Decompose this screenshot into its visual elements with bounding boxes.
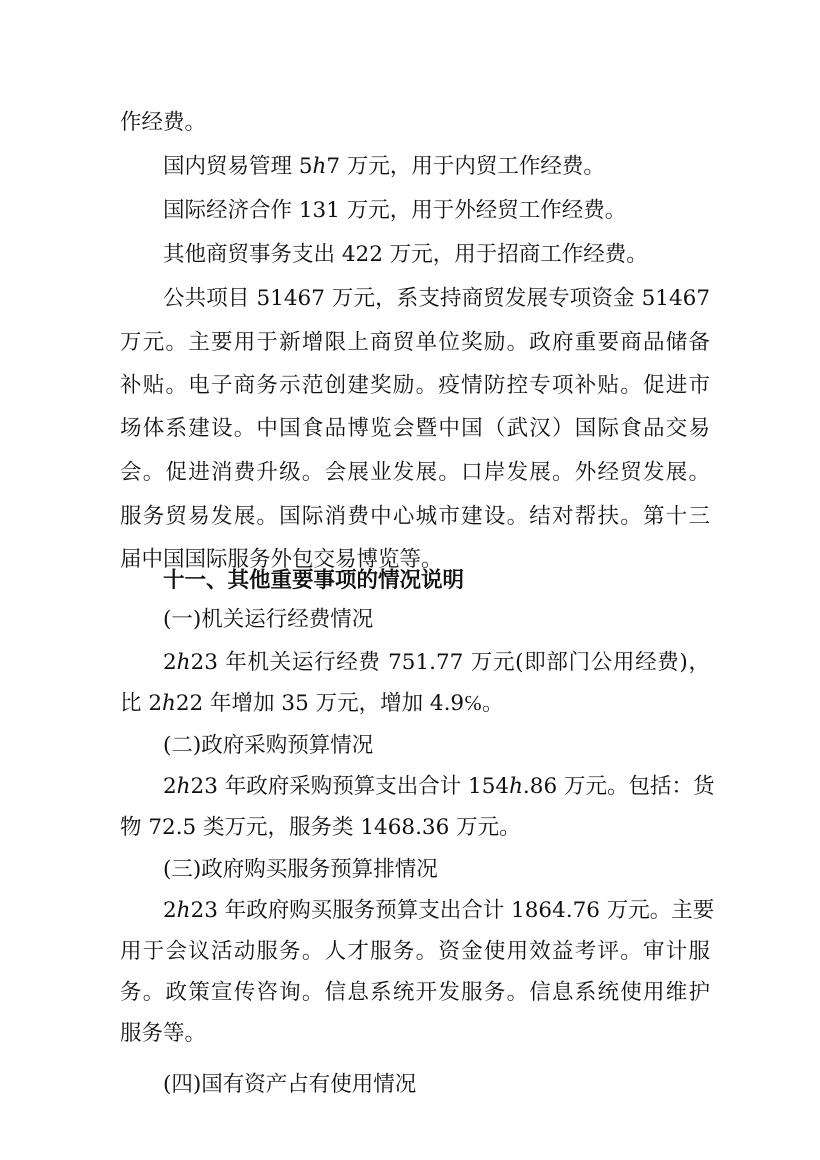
- subsection-heading: (四)国有资产占有使用情况: [163, 1072, 417, 1097]
- text-line: 届中国国际服务外包交易博览等。: [120, 547, 443, 572]
- text-line: 万元。主要用于新增限上商贸单位奖励。政府重要商品储备: [120, 330, 710, 355]
- text-line: 比 2ℎ22 年增加 35 万元，增加 4.9℅。: [120, 691, 504, 716]
- text-line: 务。政策宣传咨询。信息系统开发服务。信息系统使用维护: [120, 980, 710, 1005]
- subsection-heading: (一)机关运行经费情况: [163, 607, 374, 632]
- text-line: 补贴。电子商务示范创建奖励。疫情防控专项补贴。促进市: [120, 373, 710, 398]
- text-line: 服务贸易发展。国际消费中心城市建设。结对帮扶。第十三: [120, 504, 710, 529]
- text-line: 其他商贸事务支出 422 万元，用于招商工作经费。: [163, 242, 648, 267]
- subsection-heading: (三)政府购买服务预算排情况: [163, 857, 438, 882]
- text-line: 会。促进消费升级。会展业发展。口岸发展。外经贸发展。: [120, 460, 710, 485]
- section-heading: 十一、其他重要事项的情况说明: [163, 568, 465, 593]
- text-line: 服务等。: [120, 1021, 207, 1046]
- text-line: 国内贸易管理 5ℎ7 万元，用于内贸工作经费。: [163, 154, 605, 179]
- text-line: 2ℎ23 年政府购买服务预算支出合计 1864.76 万元。主要: [163, 898, 715, 923]
- subsection-heading: (二)政府采购预算情况: [163, 733, 374, 758]
- text-line: 物 72.5 类万元，服务类 1468.36 万元。: [120, 815, 521, 840]
- text-line: 2ℎ23 年政府采购预算支出合计 154ℎ.86 万元。包括：货: [163, 774, 715, 799]
- text-line: 国际经济合作 131 万元，用于外经贸工作经费。: [163, 198, 627, 223]
- text-line: 场体系建设。中国食品博览会暨中国（武汉）国际食品交易: [120, 416, 710, 441]
- text-line: 作经费。: [120, 110, 207, 135]
- text-line: 用于会议活动服务。人才服务。资金使用效益考评。审计服: [120, 939, 710, 964]
- text-line: 2ℎ23 年机关运行经费 751.77 万元(即部门公用经费)，: [163, 650, 710, 675]
- text-line: 公共项目 51467 万元，系支持商贸发展专项资金 51467: [163, 286, 710, 311]
